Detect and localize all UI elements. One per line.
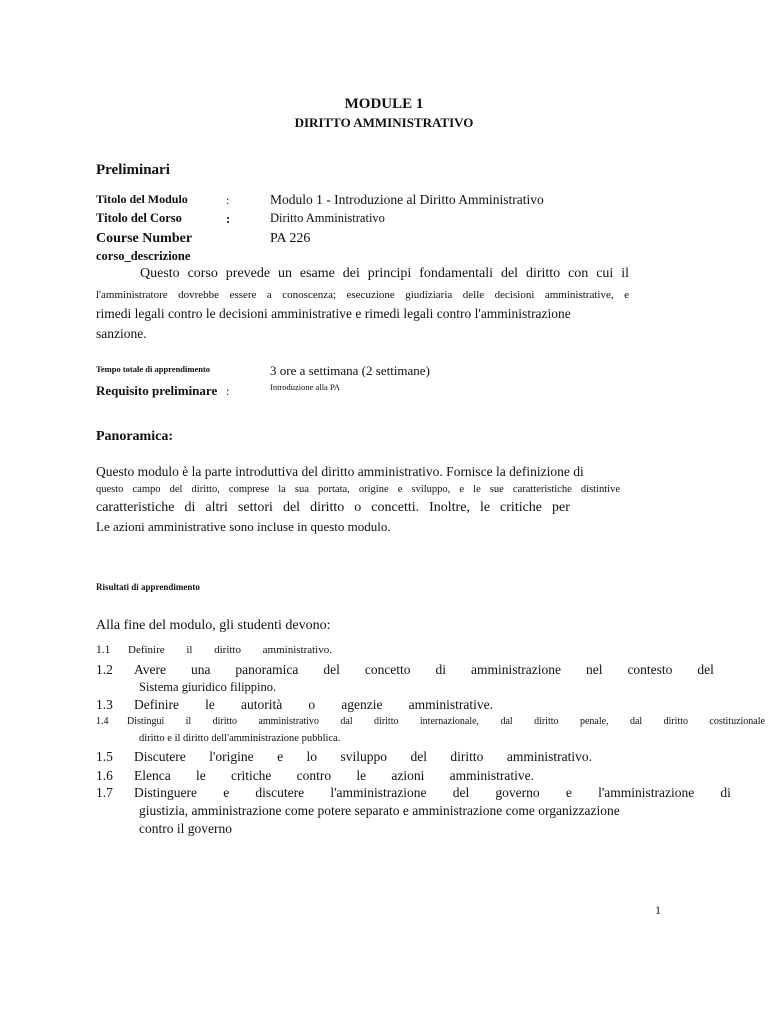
word: diritto: [214, 644, 241, 656]
word: amministrative,: [544, 289, 614, 301]
module-title: MODULE 1: [344, 96, 424, 112]
word: contro: [296, 768, 332, 783]
titolo-corso-value: Diritto Amministrativo: [270, 211, 385, 225]
panoramica-line-1: Questo modulo è la parte introduttiva del diritto amministrativo. Fornisce la definizione di: [96, 464, 584, 479]
word: esecuzione: [346, 289, 395, 301]
list-item: [134, 662, 714, 678]
word: il: [621, 266, 629, 281]
word: del: [452, 785, 470, 800]
word: di: [435, 662, 447, 677]
word: critiche: [230, 768, 272, 783]
item-number: 1.6: [96, 768, 113, 783]
titolo-modulo-label: Titolo del Modulo: [96, 192, 188, 206]
word: internazionale,: [419, 716, 480, 727]
word: conoscenza;: [282, 289, 337, 301]
word: diritto: [310, 500, 345, 515]
word: amministrative.: [449, 768, 534, 783]
word: un: [277, 266, 292, 281]
word: altri: [205, 500, 228, 515]
word: del: [500, 266, 519, 281]
module-subject: DIRITTO AMMINISTRATIVO: [294, 115, 474, 130]
word: la: [278, 484, 286, 495]
titolo-modulo-sep: :: [226, 193, 230, 207]
word: di: [184, 500, 196, 515]
word: amministrazione: [471, 662, 561, 677]
word: settori: [237, 500, 273, 515]
descrizione-line-3: rimedi legali contro le decisioni amministrative e rimedi legali contro l'amministrazione: [96, 306, 571, 321]
word: le: [356, 768, 367, 783]
word: fondamentali: [419, 266, 494, 281]
item-number: 1.7: [96, 785, 113, 800]
requisito-sep: :: [226, 384, 230, 398]
word: dal: [340, 716, 353, 727]
word: giudiziaria: [405, 289, 453, 301]
panoramica-line-3: [96, 500, 570, 516]
word: amministrativo.: [506, 749, 592, 764]
word: campo: [132, 484, 161, 495]
word: amministrative.: [408, 697, 493, 712]
word: Avere: [134, 662, 166, 677]
page-number: 1: [655, 903, 661, 917]
word: Distingui: [127, 716, 165, 727]
titolo-modulo-value: Modulo 1 - Introduzione al Diritto Amministrativo: [270, 192, 544, 207]
word: penale,: [579, 716, 609, 727]
word: diritto: [534, 716, 559, 727]
word: o: [354, 500, 362, 515]
requisito-label: Requisito preliminare: [96, 383, 218, 398]
word: dei: [342, 266, 360, 281]
word: per: [552, 500, 570, 515]
word: diritto: [374, 716, 399, 727]
word: e: [277, 749, 284, 764]
word: a: [266, 289, 272, 301]
word: amministrativo: [258, 716, 320, 727]
list-item: [128, 644, 332, 656]
list-item-continuation: giustizia, amministrazione come potere separato e amministrazione come organizzazione: [139, 803, 620, 818]
word: l'amministratore: [96, 289, 168, 301]
word: dal: [500, 716, 513, 727]
titolo-corso-sep: :: [226, 211, 231, 226]
word: e: [459, 484, 465, 495]
word: discutere: [255, 785, 305, 800]
item-number: 1.2: [96, 662, 113, 677]
word: Elenca: [134, 768, 171, 783]
word: costituzionale: [709, 716, 765, 727]
word: e: [565, 785, 572, 800]
word: essere: [229, 289, 257, 301]
list-item-continuation: Sistema giuridico filippino.: [139, 680, 277, 694]
word: agenzie: [341, 697, 383, 712]
risultati-heading: Risultati di apprendimento: [96, 582, 200, 592]
word: sua: [294, 484, 309, 495]
word: diritto: [212, 716, 238, 727]
word: amministrativo.: [262, 644, 332, 656]
word: concetto: [364, 662, 411, 677]
word: e: [624, 289, 629, 301]
word: con: [568, 266, 589, 281]
word: diritto: [663, 716, 689, 727]
course-number-label: Course Number: [96, 231, 193, 246]
word: caratteristiche: [512, 484, 572, 495]
list-item: [127, 716, 765, 727]
risultati-intro: Alla fine del modulo, gli studenti devono:: [96, 618, 331, 633]
item-number: 1.4: [96, 716, 109, 727]
word: distintive: [580, 484, 620, 495]
item-number: 1.5: [96, 749, 113, 764]
word: diritto: [525, 266, 561, 281]
preliminari-heading: Preliminari: [96, 162, 170, 178]
word: cui: [596, 266, 614, 281]
word: concetti.: [371, 500, 420, 515]
word: portata,: [318, 484, 350, 495]
panoramica-line-2: [96, 484, 620, 495]
word: e: [223, 785, 230, 800]
list-item: [134, 768, 534, 784]
word: nel: [585, 662, 603, 677]
word: sue: [489, 484, 504, 495]
item-number: 1.3: [96, 697, 113, 712]
word: principi: [367, 266, 412, 281]
word: e: [397, 484, 403, 495]
word: il: [185, 716, 192, 727]
word: critiche: [500, 500, 543, 515]
word: corso: [187, 266, 218, 281]
word: sviluppo: [340, 749, 388, 764]
word: decisioni: [494, 289, 535, 301]
word: contesto: [627, 662, 673, 677]
word: le: [205, 697, 215, 712]
word: diritto,: [191, 484, 220, 495]
word: caratteristiche: [96, 500, 175, 515]
word: esame: [299, 266, 335, 281]
word: le: [473, 484, 481, 495]
word: delle: [462, 289, 485, 301]
course-number-value: PA 226: [270, 231, 311, 246]
word: comprese: [228, 484, 270, 495]
word: l'amministrazione: [330, 785, 427, 800]
word: sviluppo,: [411, 484, 451, 495]
word: una: [190, 662, 211, 677]
word: lo: [306, 749, 318, 764]
word: governo: [495, 785, 540, 800]
word: o: [308, 697, 316, 712]
panoramica-line-4: Le azioni amministrative sono incluse in questo modulo.: [96, 519, 391, 534]
list-item: [134, 785, 731, 801]
word: questo: [96, 484, 124, 495]
word: del: [323, 662, 340, 677]
titolo-corso-label: Titolo del Corso: [96, 211, 182, 225]
word: del: [697, 662, 714, 677]
list-item: [134, 697, 493, 713]
word: origine: [358, 484, 389, 495]
word: del: [169, 484, 183, 495]
word: panoramica: [235, 662, 299, 677]
word: Questo: [140, 266, 180, 281]
descrizione-line-4: sanzione.: [96, 326, 147, 341]
word: Discutere: [134, 749, 186, 764]
word: del: [410, 749, 427, 764]
word: dal: [629, 716, 643, 727]
word: il: [186, 644, 193, 656]
descrizione-line-2: [96, 289, 629, 301]
word: diritto: [450, 749, 484, 764]
word: autorità: [241, 697, 283, 712]
word: le: [479, 500, 491, 515]
item-number: 1.1: [96, 644, 111, 656]
list-item-continuation: contro il governo: [139, 821, 232, 836]
word: l'amministrazione: [598, 785, 695, 800]
word: di: [720, 785, 731, 800]
word: del: [282, 500, 301, 515]
corso-descrizione-label: corso_descrizione: [96, 249, 191, 263]
word: dovrebbe: [178, 289, 220, 301]
word: Definire: [134, 697, 179, 712]
tempo-label: Tempo totale di apprendimento: [96, 364, 211, 374]
word: Distinguere: [134, 785, 197, 800]
word: le: [195, 768, 206, 783]
word: Definire: [128, 644, 165, 656]
requisito-value: Introduzione alla PA: [270, 382, 341, 392]
tempo-value: 3 ore a settimana (2 settimane): [270, 363, 430, 378]
word: l'origine: [209, 749, 254, 764]
word: prevede: [225, 266, 271, 281]
list-item: [134, 749, 592, 765]
panoramica-heading: Panoramica:: [96, 429, 173, 444]
list-item-continuation: diritto e il diritto dell'amministrazione pubblica.: [139, 733, 341, 744]
descrizione-line-1: [140, 266, 629, 282]
word: Inoltre,: [429, 500, 470, 515]
word: azioni: [391, 768, 425, 783]
